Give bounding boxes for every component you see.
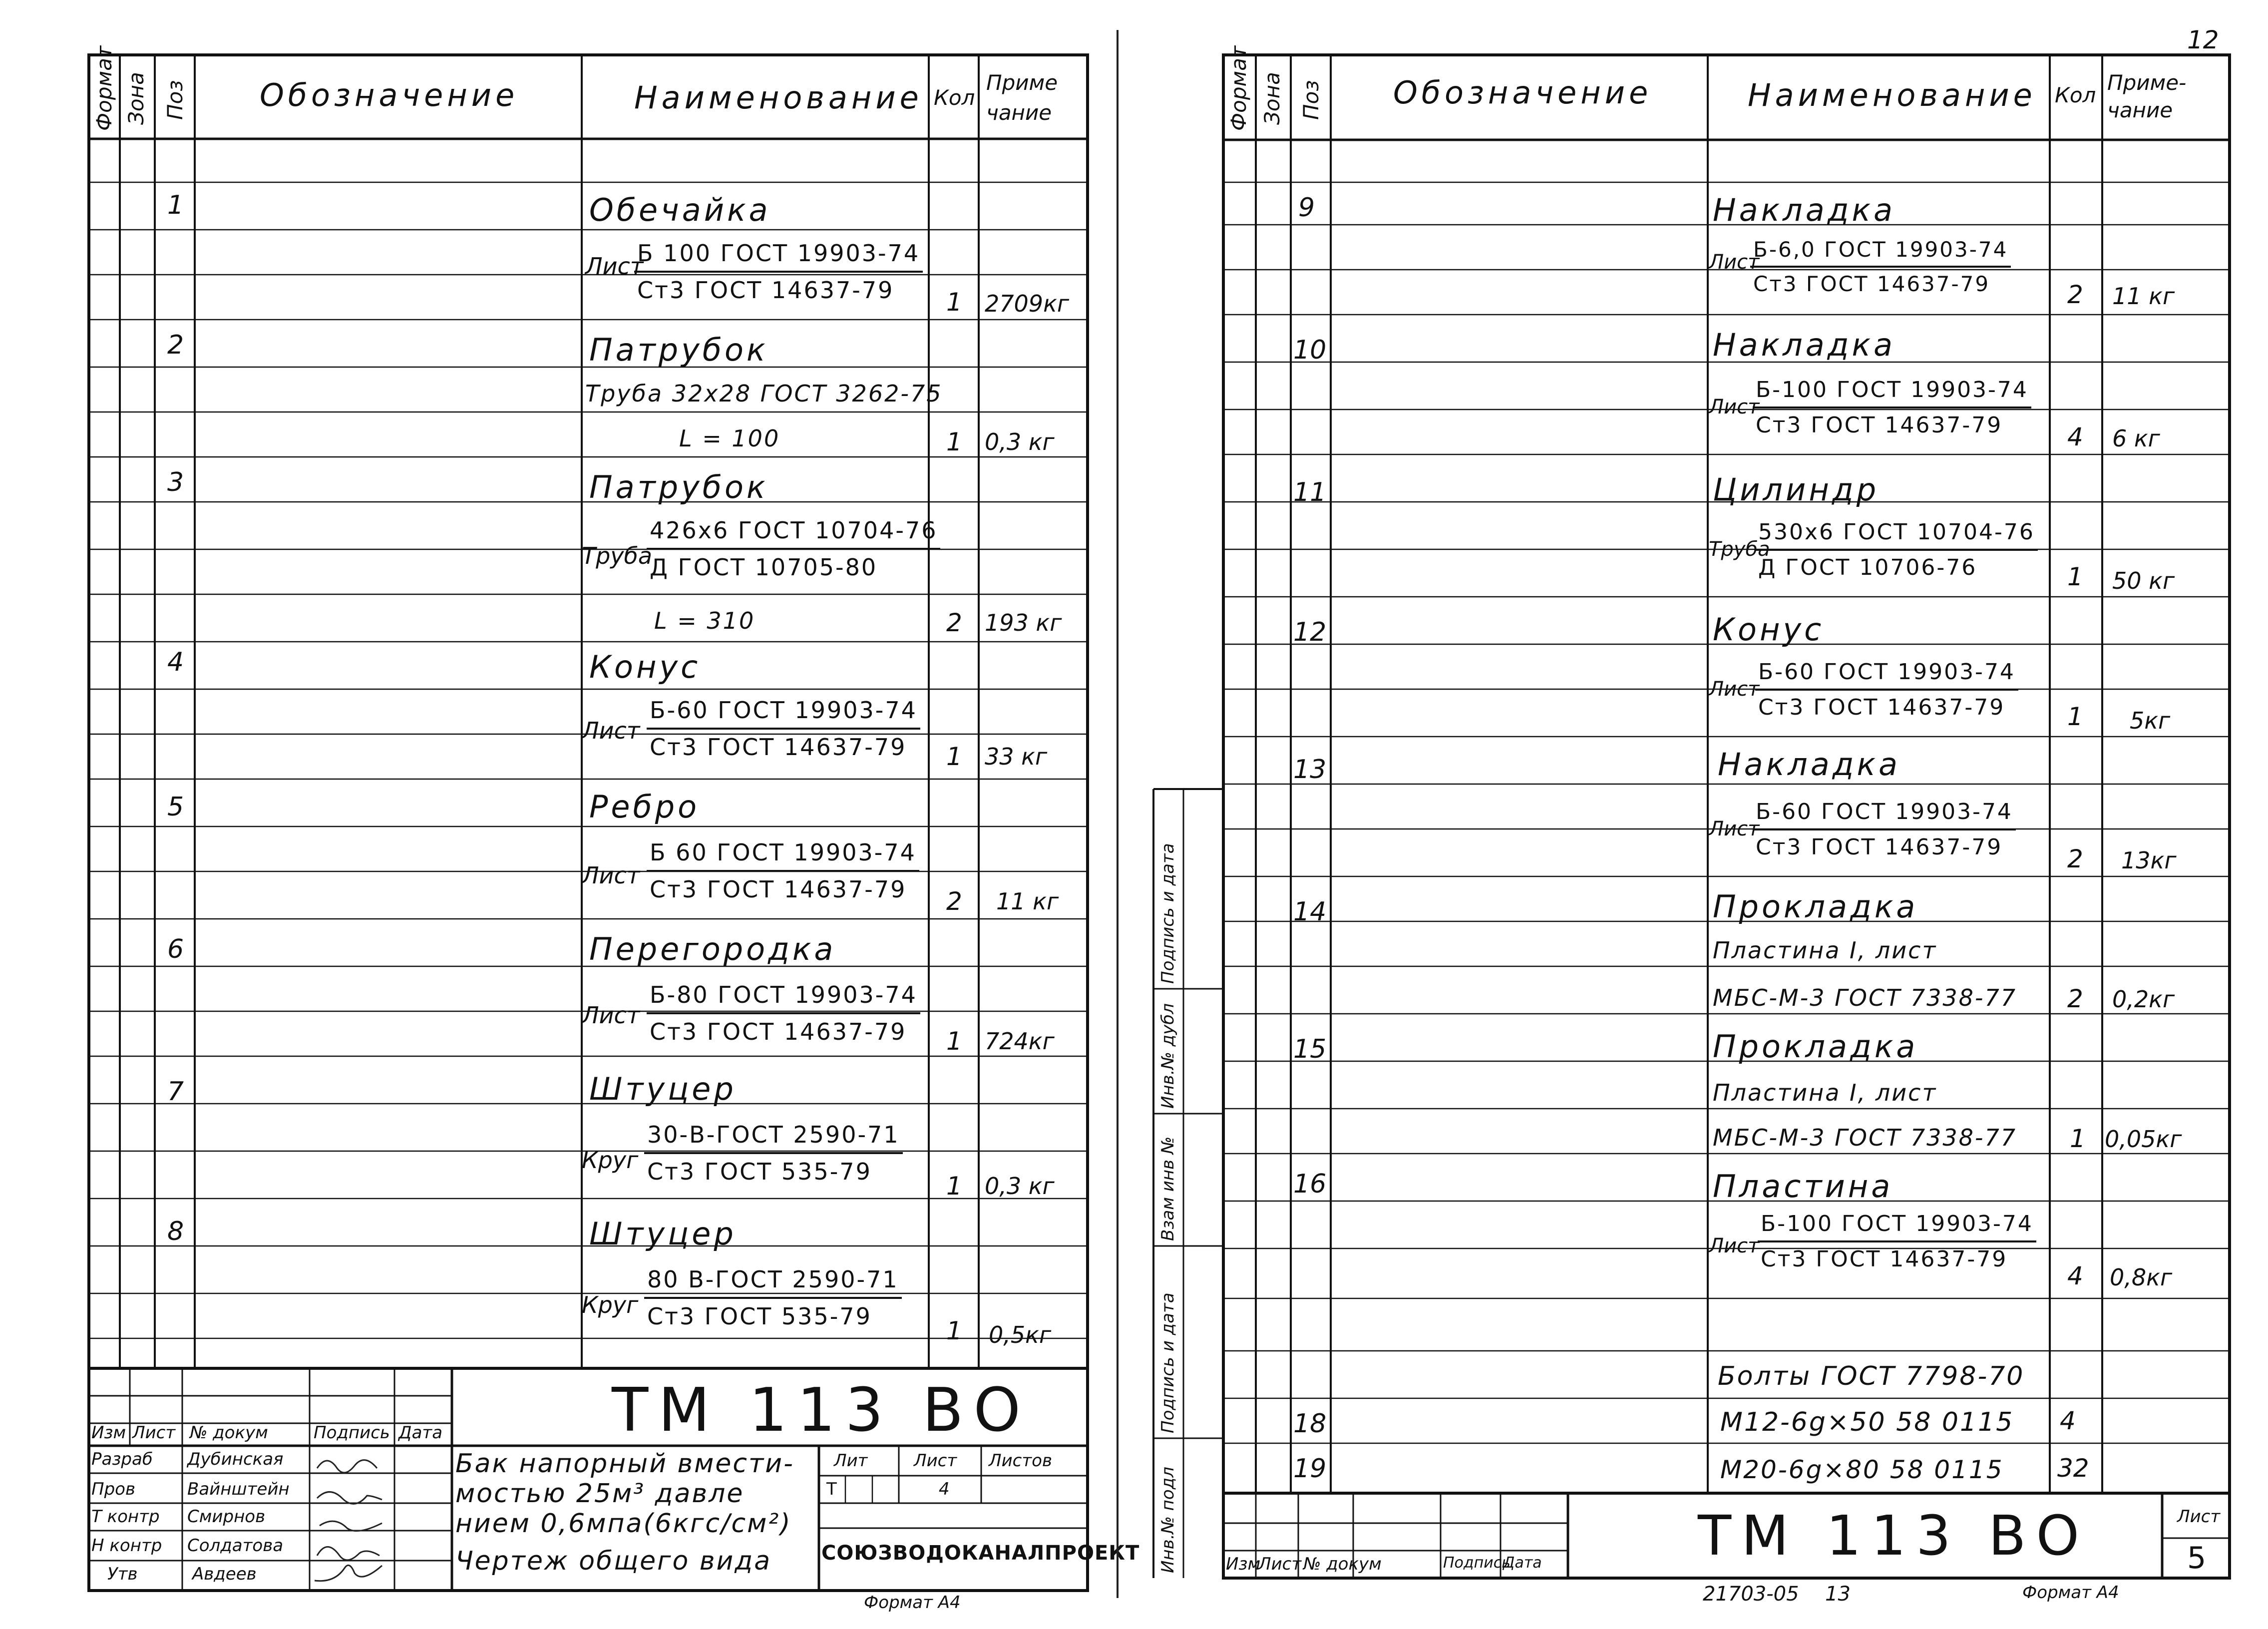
note-1: 2709кг — [985, 290, 1070, 317]
prefix-10: Лист — [1709, 396, 1760, 418]
pos-5: 5 — [167, 792, 184, 822]
name-19: М20-6g×80 58 0115 — [1720, 1455, 2004, 1484]
name-7: Штуцер — [589, 1071, 737, 1107]
spec-3-num: 426х6 ГОСТ 10704-76 — [647, 517, 940, 550]
note-5: 11 кг — [996, 888, 1059, 915]
stamp-role-razrab: Разраб — [91, 1449, 153, 1469]
pos-6: 6 — [167, 934, 184, 964]
stamp-sheets-label: Листов — [989, 1451, 1053, 1471]
r-header-format: Формат — [1226, 45, 1251, 131]
header-format: Формат — [92, 45, 116, 131]
stamp-code: ТМ 113 ВО — [612, 1376, 1031, 1445]
stamp-sheet-value: 4 — [939, 1479, 950, 1499]
pos-11: 11 — [1293, 477, 1327, 507]
name-12: Конус — [1713, 611, 1825, 648]
spec-12-den: Ст3 ГОСТ 14637-79 — [1758, 695, 2005, 720]
qty-8: 1 — [946, 1316, 962, 1345]
spec-7-den: Ст3 ГОСТ 535-79 — [647, 1158, 872, 1185]
prefix-3: Труба — [582, 542, 653, 569]
stamp-lit-label: Лит — [834, 1451, 868, 1471]
spec-9-den: Ст3 ГОСТ 14637-79 — [1753, 272, 1990, 296]
spec-16 — [1758, 1211, 2036, 1272]
name-13: Накладка — [1718, 746, 1900, 783]
spec-14-line2: МБС-М-3 ГОСТ 7338-77 — [1713, 984, 2017, 1011]
spec-2: Труба 32х28 ГОСТ 3262-75 — [585, 380, 943, 407]
r-header-name: Наименование — [1748, 77, 2036, 113]
spec-16-num: Б-100 ГОСТ 19903-74 — [1758, 1211, 2036, 1242]
r-stamp-col-list: Лист — [1258, 1554, 1302, 1574]
spec-7 — [644, 1121, 903, 1185]
r-header-note-2: чание — [2107, 98, 2173, 122]
r-stamp-col-sign: Подпись — [1443, 1554, 1511, 1572]
name-8: Штуцер — [589, 1216, 737, 1252]
stamp-col-sign: Подпись — [314, 1423, 390, 1443]
name-15: Прокладка — [1713, 1028, 1918, 1065]
spec-6-den: Ст3 ГОСТ 14637-79 — [650, 1018, 907, 1045]
qty-19: 32 — [2057, 1454, 2089, 1483]
pos-18: 18 — [1293, 1409, 1327, 1439]
stamp-desc-1: Бак напорный вмести- — [455, 1449, 794, 1479]
qty-2: 1 — [946, 427, 962, 456]
note-10: 6 кг — [2112, 425, 2160, 452]
prefix-11: Труба — [1709, 538, 1770, 561]
spec-3-den: Д ГОСТ 10705-80 — [650, 554, 878, 581]
note-8: 0,5кг — [989, 1321, 1052, 1348]
stamp-lit-value: Т — [826, 1479, 837, 1499]
note-6: 724кг — [985, 1028, 1055, 1055]
stamp-role-tkontr: Т контр — [91, 1507, 160, 1527]
note-4: 33 кг — [985, 743, 1048, 770]
note-16: 0,8кг — [2110, 1264, 2173, 1291]
pos-2: 2 — [167, 330, 184, 360]
r-header-designation: Обозначение — [1393, 74, 1652, 111]
qty-3: 2 — [946, 608, 962, 637]
r-stamp-code: ТМ 113 ВО — [1698, 1504, 2090, 1568]
qty-16: 4 — [2067, 1261, 2083, 1290]
spec-11-den: Д ГОСТ 10706-76 — [1758, 555, 1977, 580]
left-format-label: Формат А4 — [864, 1593, 961, 1613]
name-2: Патрубок — [589, 332, 768, 368]
note-11: 50 кг — [2112, 567, 2175, 594]
stamp-col-izm: Изм — [91, 1423, 126, 1443]
prefix-1: Лист — [585, 253, 644, 280]
qty-14: 2 — [2067, 984, 2083, 1013]
spec-6 — [647, 981, 920, 1045]
qty-10: 4 — [2067, 422, 2083, 451]
name-9: Накладка — [1713, 192, 1895, 228]
spec-5-num: Б 60 ГОСТ 19903-74 — [647, 839, 919, 872]
name-10: Накладка — [1713, 327, 1895, 363]
pos-15: 15 — [1293, 1034, 1327, 1064]
name-4: Конус — [589, 649, 701, 685]
pos-8: 8 — [167, 1217, 184, 1246]
spec-5 — [647, 839, 919, 903]
pos-9: 9 — [1298, 193, 1315, 223]
spec-9-num: Б-6,0 ГОСТ 19903-74 — [1750, 237, 2011, 268]
name-18: М12-6g×50 58 0115 — [1720, 1407, 2014, 1437]
side-label-inv-dubl: Инв.№ дубл — [1158, 1003, 1178, 1109]
spec-15-line1: Пластина I, лист — [1713, 1079, 1937, 1106]
stamp-organization: СОЮЗВОДОКАНАЛПРОЕКТ — [821, 1542, 1140, 1565]
spec-1-den: Ст3 ГОСТ 14637-79 — [637, 277, 894, 304]
qty-12: 1 — [2067, 702, 2083, 731]
r-stamp-sheet-value: 5 — [2187, 1541, 2207, 1576]
name-6: Перегородка — [589, 931, 836, 967]
pos-4: 4 — [167, 647, 184, 677]
qty-15: 1 — [2070, 1124, 2086, 1153]
page-number: 12 — [2187, 25, 2219, 54]
spec-4-num: Б-60 ГОСТ 19903-74 — [647, 697, 920, 730]
qty-4: 1 — [946, 742, 962, 771]
r-header-note-1: Приме- — [2107, 70, 2187, 95]
name-14: Прокладка — [1713, 888, 1918, 925]
prefix-9: Лист — [1709, 251, 1760, 274]
prefix-4: Лист — [582, 717, 640, 744]
prefix-5: Лист — [582, 862, 640, 889]
stamp-sheet-label: Лист — [914, 1451, 957, 1471]
right-sheet — [1134, 0, 2268, 1629]
right-grid — [1134, 0, 2268, 1629]
qty-1: 1 — [946, 288, 962, 317]
spec-16-den: Ст3 ГОСТ 14637-79 — [1761, 1246, 2008, 1272]
spec-1 — [634, 240, 923, 304]
stamp-desc-4: Чертеж общего вида — [455, 1546, 772, 1576]
pos-7: 7 — [167, 1077, 184, 1107]
stamp-person-utv: Авдеев — [192, 1564, 257, 1584]
note-15: 0,05кг — [2105, 1126, 2182, 1153]
note-13: 13кг — [2121, 847, 2177, 874]
name-11: Цилиндр — [1713, 471, 1880, 508]
pos-10: 10 — [1293, 335, 1327, 365]
pos-16: 16 — [1293, 1169, 1327, 1199]
qty-6: 1 — [946, 1027, 962, 1056]
spec-12-num: Б-60 ГОСТ 19903-74 — [1755, 659, 2018, 691]
pos-19: 19 — [1293, 1454, 1327, 1484]
side-label-podp-data: Подпись и дата — [1158, 843, 1178, 984]
spec-11 — [1755, 519, 2038, 580]
note-3: 193 кг — [985, 609, 1062, 636]
bottom-number: 21703-05 — [1703, 1583, 1799, 1606]
prefix-6: Лист — [582, 1002, 640, 1029]
header-zone: Зона — [124, 72, 148, 125]
spec-8-den: Ст3 ГОСТ 535-79 — [647, 1303, 872, 1330]
pos-14: 14 — [1293, 897, 1327, 927]
name-16: Пластина — [1713, 1168, 1893, 1205]
stamp-col-list: Лист — [132, 1423, 176, 1443]
qty-9: 2 — [2067, 280, 2083, 309]
spec-14-line1: Пластина I, лист — [1713, 937, 1937, 964]
prefix-12: Лист — [1709, 678, 1760, 701]
note-9: 11 кг — [2112, 283, 2175, 310]
prefix-13: Лист — [1709, 817, 1760, 840]
spec-7-num: 30-В-ГОСТ 2590-71 — [644, 1121, 903, 1154]
spec-13-num: Б-60 ГОСТ 19903-74 — [1753, 799, 2016, 830]
header-name: Наименование — [634, 79, 923, 116]
r-header-zone: Зона — [1260, 72, 1284, 125]
header-designation: Обозначение — [260, 77, 519, 113]
qty-11: 1 — [2067, 562, 2083, 591]
qty-5: 2 — [946, 887, 962, 916]
stamp-role-nkontr: Н контр — [91, 1536, 162, 1556]
pos-3: 3 — [167, 467, 184, 497]
note-7: 0,3 кг — [985, 1173, 1055, 1200]
r-stamp-col-doc: № докум — [1303, 1554, 1382, 1574]
stamp-role-utv: Утв — [107, 1564, 138, 1584]
stamp-col-doc: № докум — [190, 1423, 268, 1443]
spec-8-num: 80 В-ГОСТ 2590-71 — [644, 1266, 902, 1299]
spec-10-num: Б-100 ГОСТ 19903-74 — [1753, 377, 2031, 408]
stamp-role-prov: Пров — [91, 1479, 135, 1499]
stamp-col-date: Дата — [398, 1423, 443, 1443]
side-label-inv-podl: Инв.№ подл — [1158, 1467, 1178, 1573]
r-stamp-sheet-label: Лист — [2177, 1507, 2221, 1527]
spec-3 — [647, 517, 940, 581]
spec-11-num: 530х6 ГОСТ 10704-76 — [1755, 519, 2038, 551]
stamp-desc-2: мостью 25м³ давле — [455, 1479, 745, 1509]
header-note-2: чание — [986, 100, 1052, 125]
spec-15-line2: МБС-М-3 ГОСТ 7338-77 — [1713, 1124, 2017, 1151]
note-14: 0,2кг — [2112, 986, 2175, 1013]
name-5: Ребро — [589, 789, 700, 825]
extra-2: L = 100 — [679, 425, 780, 452]
header-qty: Кол — [934, 85, 975, 110]
r-header-qty: Кол — [2055, 83, 2096, 107]
name-3: Патрубок — [589, 469, 768, 505]
spec-6-num: Б-80 ГОСТ 19903-74 — [647, 981, 920, 1014]
qty-13: 2 — [2067, 844, 2083, 873]
note-12: 5кг — [2130, 707, 2171, 734]
spec-5-den: Ст3 ГОСТ 14637-79 — [650, 876, 907, 903]
page-divider — [1113, 0, 1123, 1629]
spec-10-den: Ст3 ГОСТ 14637-79 — [1756, 412, 2003, 438]
bottom-number-2: 13 — [1825, 1583, 1851, 1606]
spec-4 — [647, 697, 920, 761]
spec-13 — [1753, 799, 2016, 860]
prefix-7: Круг — [582, 1147, 639, 1174]
r-stamp-col-izm: Изм — [1226, 1554, 1261, 1574]
stamp-person-tkontr: Смирнов — [187, 1507, 266, 1527]
right-format-label: Формат А4 — [2022, 1583, 2119, 1603]
stamp-person-nkontr: Солдатова — [187, 1536, 284, 1556]
header-note-1: Приме — [986, 70, 1058, 95]
r-stamp-col-date: Дата — [1503, 1554, 1542, 1572]
bolts-label: Болты ГОСТ 7798-70 — [1718, 1361, 2025, 1391]
spec-8 — [644, 1266, 902, 1330]
extra-3: L = 310 — [654, 607, 756, 634]
spec-12 — [1755, 659, 2018, 720]
spec-1-num: Б 100 ГОСТ 19903-74 — [634, 240, 923, 273]
qty-7: 1 — [946, 1172, 962, 1201]
side-label-podp-data-2: Подпись и дата — [1158, 1292, 1178, 1433]
side-label-vzam-inv: Взам инв № — [1158, 1136, 1178, 1241]
prefix-16: Лист — [1709, 1234, 1760, 1257]
spec-10 — [1753, 377, 2031, 438]
pos-13: 13 — [1293, 755, 1327, 785]
r-header-pos: Поз — [1299, 80, 1323, 120]
pos-12: 12 — [1293, 617, 1327, 647]
stamp-signatures — [312, 1448, 392, 1588]
pos-1: 1 — [167, 190, 184, 220]
stamp-desc-3: нием 0,6мпа(6кгс/см²) — [455, 1509, 792, 1539]
qty-18: 4 — [2060, 1406, 2076, 1435]
prefix-8: Круг — [582, 1291, 639, 1318]
name-1: Обечайка — [589, 192, 771, 228]
note-2: 0,3 кг — [985, 428, 1055, 455]
spec-13-den: Ст3 ГОСТ 14637-79 — [1756, 834, 2003, 860]
stamp-person-razrab: Дубинская — [187, 1449, 284, 1469]
stamp-person-prov: Вайнштейн — [187, 1479, 290, 1499]
header-pos: Поз — [163, 80, 187, 120]
spec-9 — [1750, 237, 2011, 296]
spec-4-den: Ст3 ГОСТ 14637-79 — [650, 734, 907, 761]
